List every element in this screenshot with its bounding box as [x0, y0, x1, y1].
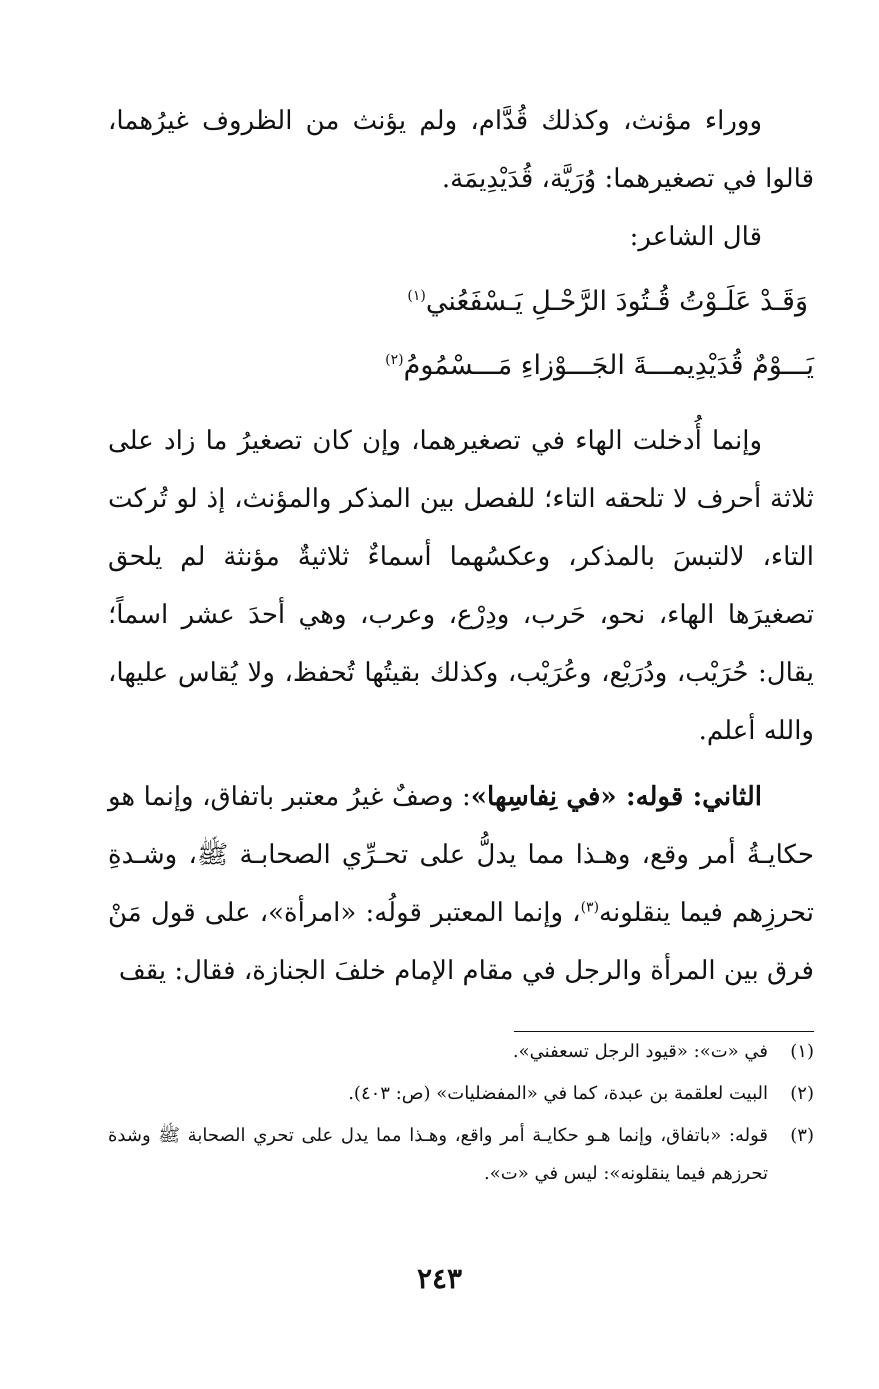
footnotes-section: [108, 1033, 814, 1193]
footnote-ref-2: (٢): [385, 352, 404, 368]
poet-intro: قال الشاعر:: [629, 222, 762, 252]
footnote-ref-3: (٣): [580, 899, 600, 916]
footnote-3: [108, 1117, 814, 1193]
footnote-text: قوله: «باتفاق، وإنما هـو حكايـة أمر واقع، وهـذا مما يدل على تحري الصحابة ﷺ وشدة تحرزهم فيما ينقلونه»: ليس في «ت».: [108, 1125, 768, 1184]
paragraph-3: [108, 768, 814, 1000]
footnote-ref-1: (١): [407, 288, 426, 304]
page-number: ٢٤٣: [416, 1262, 463, 1295]
footnote-2: [108, 1075, 814, 1113]
verse-line-2-text: يَـــوْمٌ قُدَيْدِيمـــةَ الجَـــوْزاءِ مَـــسْمُومُ: [403, 350, 814, 381]
footnote-number: (١): [790, 1041, 814, 1062]
verse-line-2: [108, 336, 814, 396]
footnote-text: في «ت»: «قيود الرجل تسعفني».: [512, 1041, 768, 1062]
footnote-1: [108, 1033, 814, 1071]
footnote-separator: [514, 1031, 814, 1032]
footnote-number: (٢): [790, 1083, 814, 1104]
verse-line-1: [108, 272, 814, 332]
paragraph-3-lead: الثاني: قوله: «في نِفاسِها»: [470, 782, 762, 812]
paragraph-2: وإنما أُدخلت الهاء في تصغيرهما، وإن كان تصغيرُ ما زاد على ثلاثة أحرف لا تلحقه التاء؛ للفصل بين المذكر والمؤنث، إذ لو تُركت التاء، لالتبسَ بالمذكر، وعكسُهما أسماءٌ ثلاثيةٌ مؤنثة لم يلحق تصغيرَها الهاء، نحو، حَرب، ودِرْع، وعرب، وهي أحدَ عشر اسماً؛ يقال: حُرَيْب، ودُرَيْع، وعُرَيْب، وكذلك بقيتُها تُحفظ، ولا يُقاس عليها، والله أعلم.: [108, 426, 814, 746]
paragraph-1: ووراء مؤنث، وكذلك قُدَّام، ولم يؤنث من الظروف غيرُهما، قالوا في تصغيرهما: وُرَيَّة، قُدَيْدِيمَة.: [108, 106, 814, 194]
paragraph-3-part-a: : وصفٌ غيرُ معتبر باتفاق، وإنما هو حكايـةُ أمر وقع، وهـذا مما يدلُّ على تحـرِّي الصحابـة ﷺ، وشـدةِ تحرزِهم فيما ينقلونه: [108, 782, 814, 928]
verse-line-1-text: وَقَـدْ عَلَـوْتُ قُـتُودَ الرَّحْـلِ يَـسْفَعُني: [425, 286, 808, 317]
footnote-number: (٣): [790, 1125, 814, 1146]
page-body: [108, 92, 814, 1000]
footnote-text: البيت لعلقمة بن عبدة، كما في «المفضليات» (ص: ٤٠٣).: [348, 1083, 768, 1104]
paragraph-3-part-b: ، وإنما المعتبر قولُه: «امرأة»، على قول مَنْ فرق بين المرأة والرجل في مقام الإمام خلفَ الجنازة، فقال: يقف: [108, 898, 814, 986]
